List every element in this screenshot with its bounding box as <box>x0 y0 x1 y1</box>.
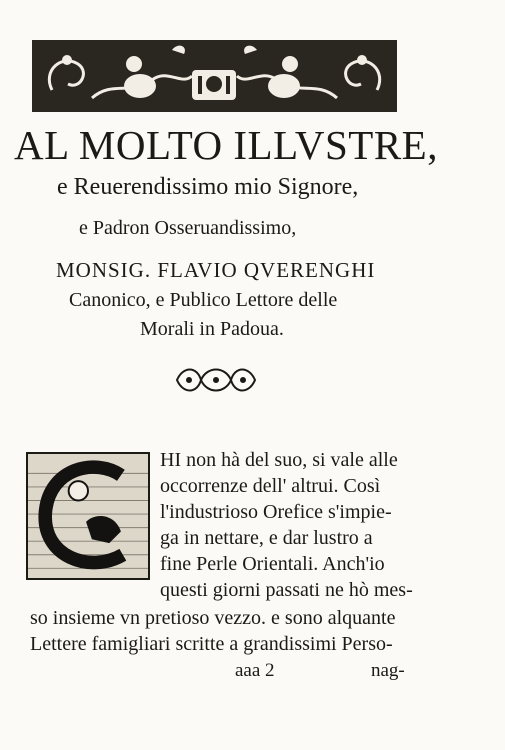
dedication-line: e Padron Osseruandissimo, <box>79 217 297 239</box>
dedication-line: Canonico, e Publico Lettore delle <box>69 289 338 311</box>
dedication-line: e Reuerendissimo mio Signore, <box>57 174 359 200</box>
ornamental-headpiece <box>32 40 397 112</box>
body-text-line: questi giorni passati ne hò mes- <box>160 579 413 601</box>
body-text-line: so insieme vn pretioso vezzo. e sono alquante <box>30 607 396 629</box>
body-text-line: l'industrioso Orefice s'impie- <box>160 501 392 523</box>
signature-mark: aaa 2 <box>235 660 275 681</box>
body-text-line: HI non hà del suo, si vale alle <box>160 449 398 471</box>
body-text-line: fine Perle Orientali. Anch'io <box>160 553 385 575</box>
dedication-title: AL MOLTO ILLVSTRE, <box>14 122 438 168</box>
catchword: nag- <box>371 660 405 681</box>
decorated-initial-c <box>26 452 150 580</box>
fleuron-ornament <box>171 362 261 398</box>
dedication-line: Morali in Padoua. <box>140 318 284 340</box>
body-text-line: Lettere famigliari scritte a grandissimi Perso- <box>30 633 393 655</box>
dedicatee-name: MONSIG. FLAVIO QVERENGHI <box>56 258 376 282</box>
body-text-line: ga in nettare, e dar lustro a <box>160 527 373 549</box>
body-text-line: occorrenze dell' altrui. Così <box>160 475 381 497</box>
